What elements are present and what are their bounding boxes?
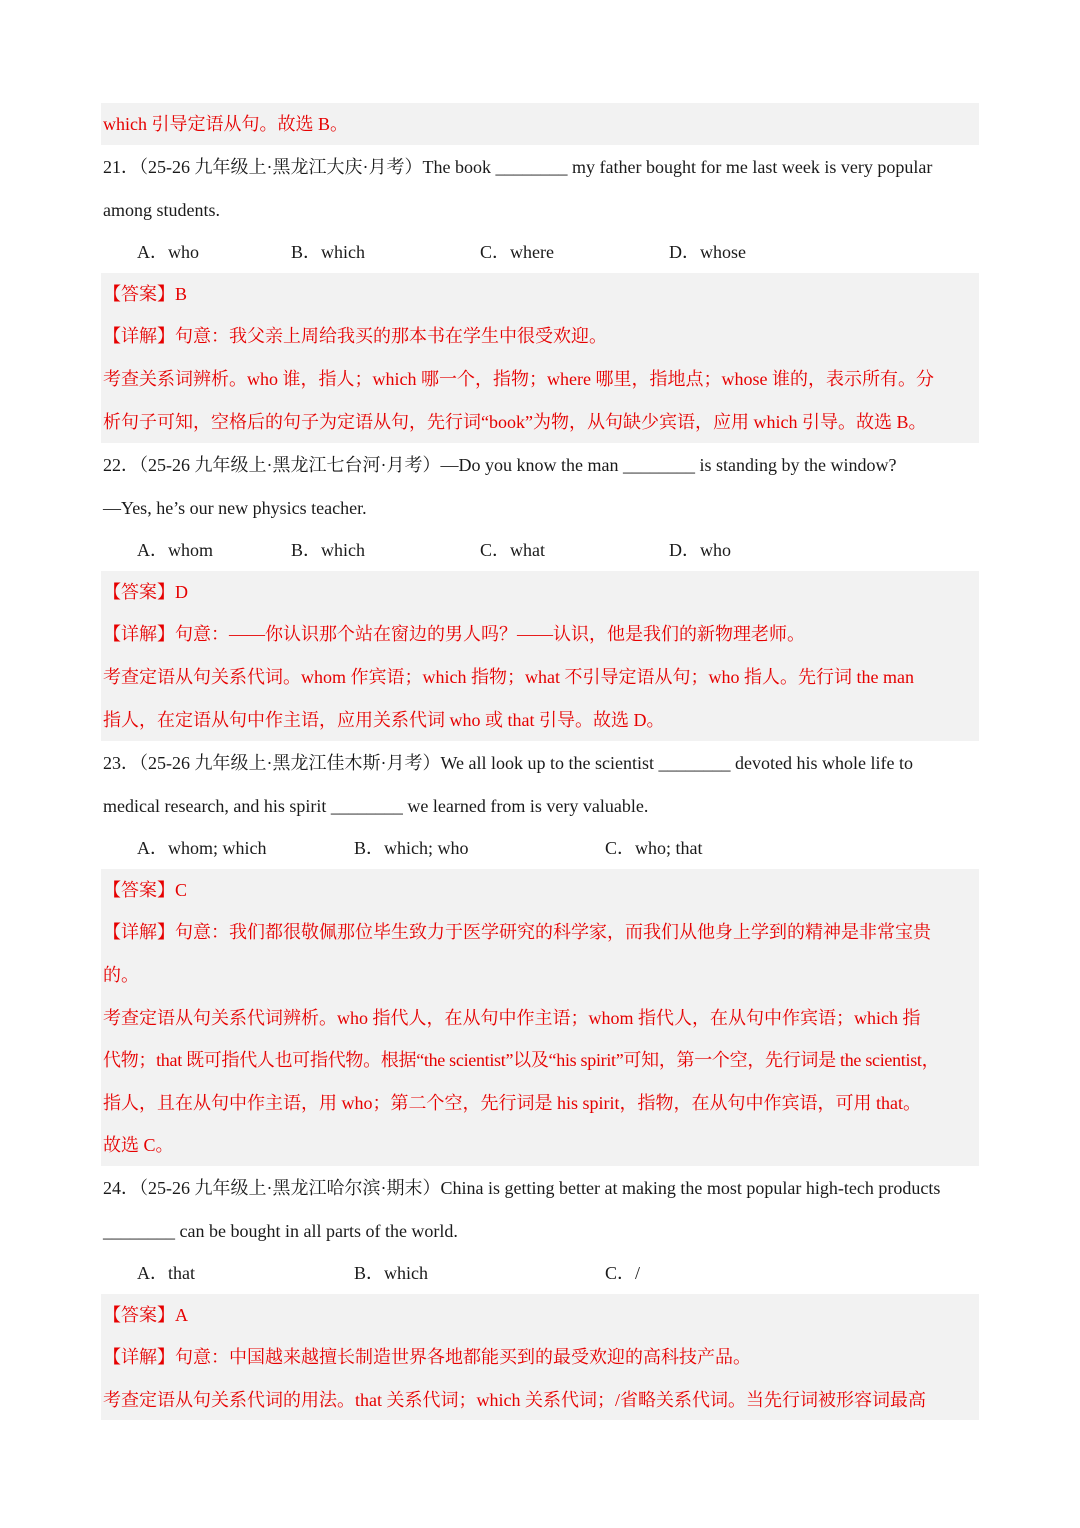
option-a: A．whom bbox=[137, 540, 213, 560]
question-source: （25-26 九年级上·黑龙江哈尔滨·期末） bbox=[139, 1178, 441, 1198]
question-23-explanation-6: 故选 C。 bbox=[103, 1135, 174, 1155]
option-d: D．who bbox=[669, 540, 731, 560]
option-b: B．which; who bbox=[354, 838, 469, 858]
question-23-options bbox=[103, 827, 979, 869]
question-23-explanation-5: 指人，且在从句中作主语，用 who；第二个空，先行词是 his spirit，指物，在从句中作宾语，可用 that。 bbox=[103, 1093, 921, 1113]
option-a: A．who bbox=[137, 242, 199, 262]
question-23-stem-line-1 bbox=[103, 742, 979, 784]
question-source: （25-26 九年级上·黑龙江七台河·月考） bbox=[139, 455, 441, 475]
option-c: C．/ bbox=[605, 1263, 641, 1283]
question-stem: —Do you know the man ________ is standing by the window? bbox=[440, 455, 897, 475]
option-a: A．whom; which bbox=[137, 838, 267, 858]
option-b: B．which bbox=[291, 540, 366, 560]
question-21-stem-line-1 bbox=[103, 146, 979, 188]
option-b: B．which bbox=[354, 1263, 429, 1283]
option-c: C．where bbox=[480, 242, 554, 262]
question-24-stem-line-1 bbox=[103, 1167, 979, 1209]
question-22-answer: 【答案】D bbox=[103, 582, 188, 602]
question-23-stem-line-2: medical research, and his spirit ________ we learned from is very valuable. bbox=[103, 796, 649, 816]
question-22-explanation-2: 考查定语从句关系代词。whom 作宾语；which 指物；what 不引导定语从句；who 指人。先行词 the man bbox=[103, 667, 914, 687]
question-source: （25-26 九年级上·黑龙江佳木斯·月考） bbox=[139, 753, 441, 773]
question-24-options bbox=[103, 1252, 979, 1294]
question-21-explanation-1: 【详解】句意：我父亲上周给我买的那本书在学生中很受欢迎。 bbox=[103, 326, 607, 346]
question-24-answer: 【答案】A bbox=[103, 1305, 188, 1325]
question-number: 23． bbox=[103, 753, 139, 773]
question-number: 22． bbox=[103, 455, 139, 475]
question-stem: We all look up to the scientist ________ devoted his whole life to bbox=[440, 753, 913, 773]
question-21-explanation-2: 考查关系词辨析。who 谁，指人；which 哪一个，指物；where 哪里，指地点；whose 谁的，表示所有。分 bbox=[103, 369, 934, 389]
question-21-options bbox=[103, 231, 979, 273]
question-number: 24． bbox=[103, 1178, 139, 1198]
carryover-explanation: which 引导定语从句。故选 B。 bbox=[103, 114, 348, 134]
question-23-answer: 【答案】C bbox=[103, 880, 188, 900]
question-23-explanation-1: 【详解】句意：我们都很敬佩那位毕生致力于医学研究的科学家，而我们从他身上学到的精神是非常宝贵 bbox=[103, 922, 931, 942]
question-source: （25-26 九年级上·黑龙江大庆·月考） bbox=[139, 157, 423, 177]
question-22-stem-line-2: —Yes, he’s our new physics teacher. bbox=[103, 498, 367, 518]
question-stem: China is getting better at making the most popular high-tech products bbox=[440, 1178, 941, 1198]
question-24-explanation-1: 【详解】句意：中国越来越擅长制造世界各地都能买到的最受欢迎的高科技产品。 bbox=[103, 1347, 751, 1367]
question-21-answer: 【答案】B bbox=[103, 284, 188, 304]
option-b: B．which bbox=[291, 242, 366, 262]
option-a: A．that bbox=[137, 1263, 195, 1283]
question-stem: The book ________ my father bought for me last week is very popular bbox=[422, 157, 933, 177]
question-24-stem-line-2: ________ can be bought in all parts of the world. bbox=[103, 1221, 458, 1241]
question-23-explanation-3: 考查定语从句关系代词辨析。who 指代人，在从句中作主语；whom 指代人，在从句中作宾语；which 指 bbox=[103, 1008, 921, 1028]
option-d: D．whose bbox=[669, 242, 746, 262]
option-c: C．what bbox=[480, 540, 546, 560]
question-23-explanation-4: 代物；that 既可指代人也可指代物。根据“the scientist”以及“his spirit”可知，第一个空，先行词是 the scientist， bbox=[103, 1050, 940, 1070]
option-c: C．who; that bbox=[605, 838, 703, 858]
question-number: 21． bbox=[103, 157, 139, 177]
question-21-stem-line-2: among students. bbox=[103, 200, 220, 220]
question-22-explanation-3: 指人，在定语从句中作主语，应用关系代词 who 或 that 引导。故选 D。 bbox=[103, 710, 665, 730]
question-22-options bbox=[103, 529, 979, 571]
question-22-explanation-1: 【详解】句意：——你认识那个站在窗边的男人吗？——认识，他是我们的新物理老师。 bbox=[103, 624, 805, 644]
question-21-explanation-3: 析句子可知，空格后的句子为定语从句，先行词“book”为物，从句缺少宾语，应用 which 引导。故选 B。 bbox=[103, 412, 927, 432]
question-24-explanation-2: 考查定语从句关系代词的用法。that 关系代词；which 关系代词；/省略关系代词。当先行词被形容词最高 bbox=[103, 1390, 926, 1410]
question-23-explanation-2: 的。 bbox=[103, 965, 139, 985]
question-22-stem-line-1 bbox=[103, 444, 979, 486]
